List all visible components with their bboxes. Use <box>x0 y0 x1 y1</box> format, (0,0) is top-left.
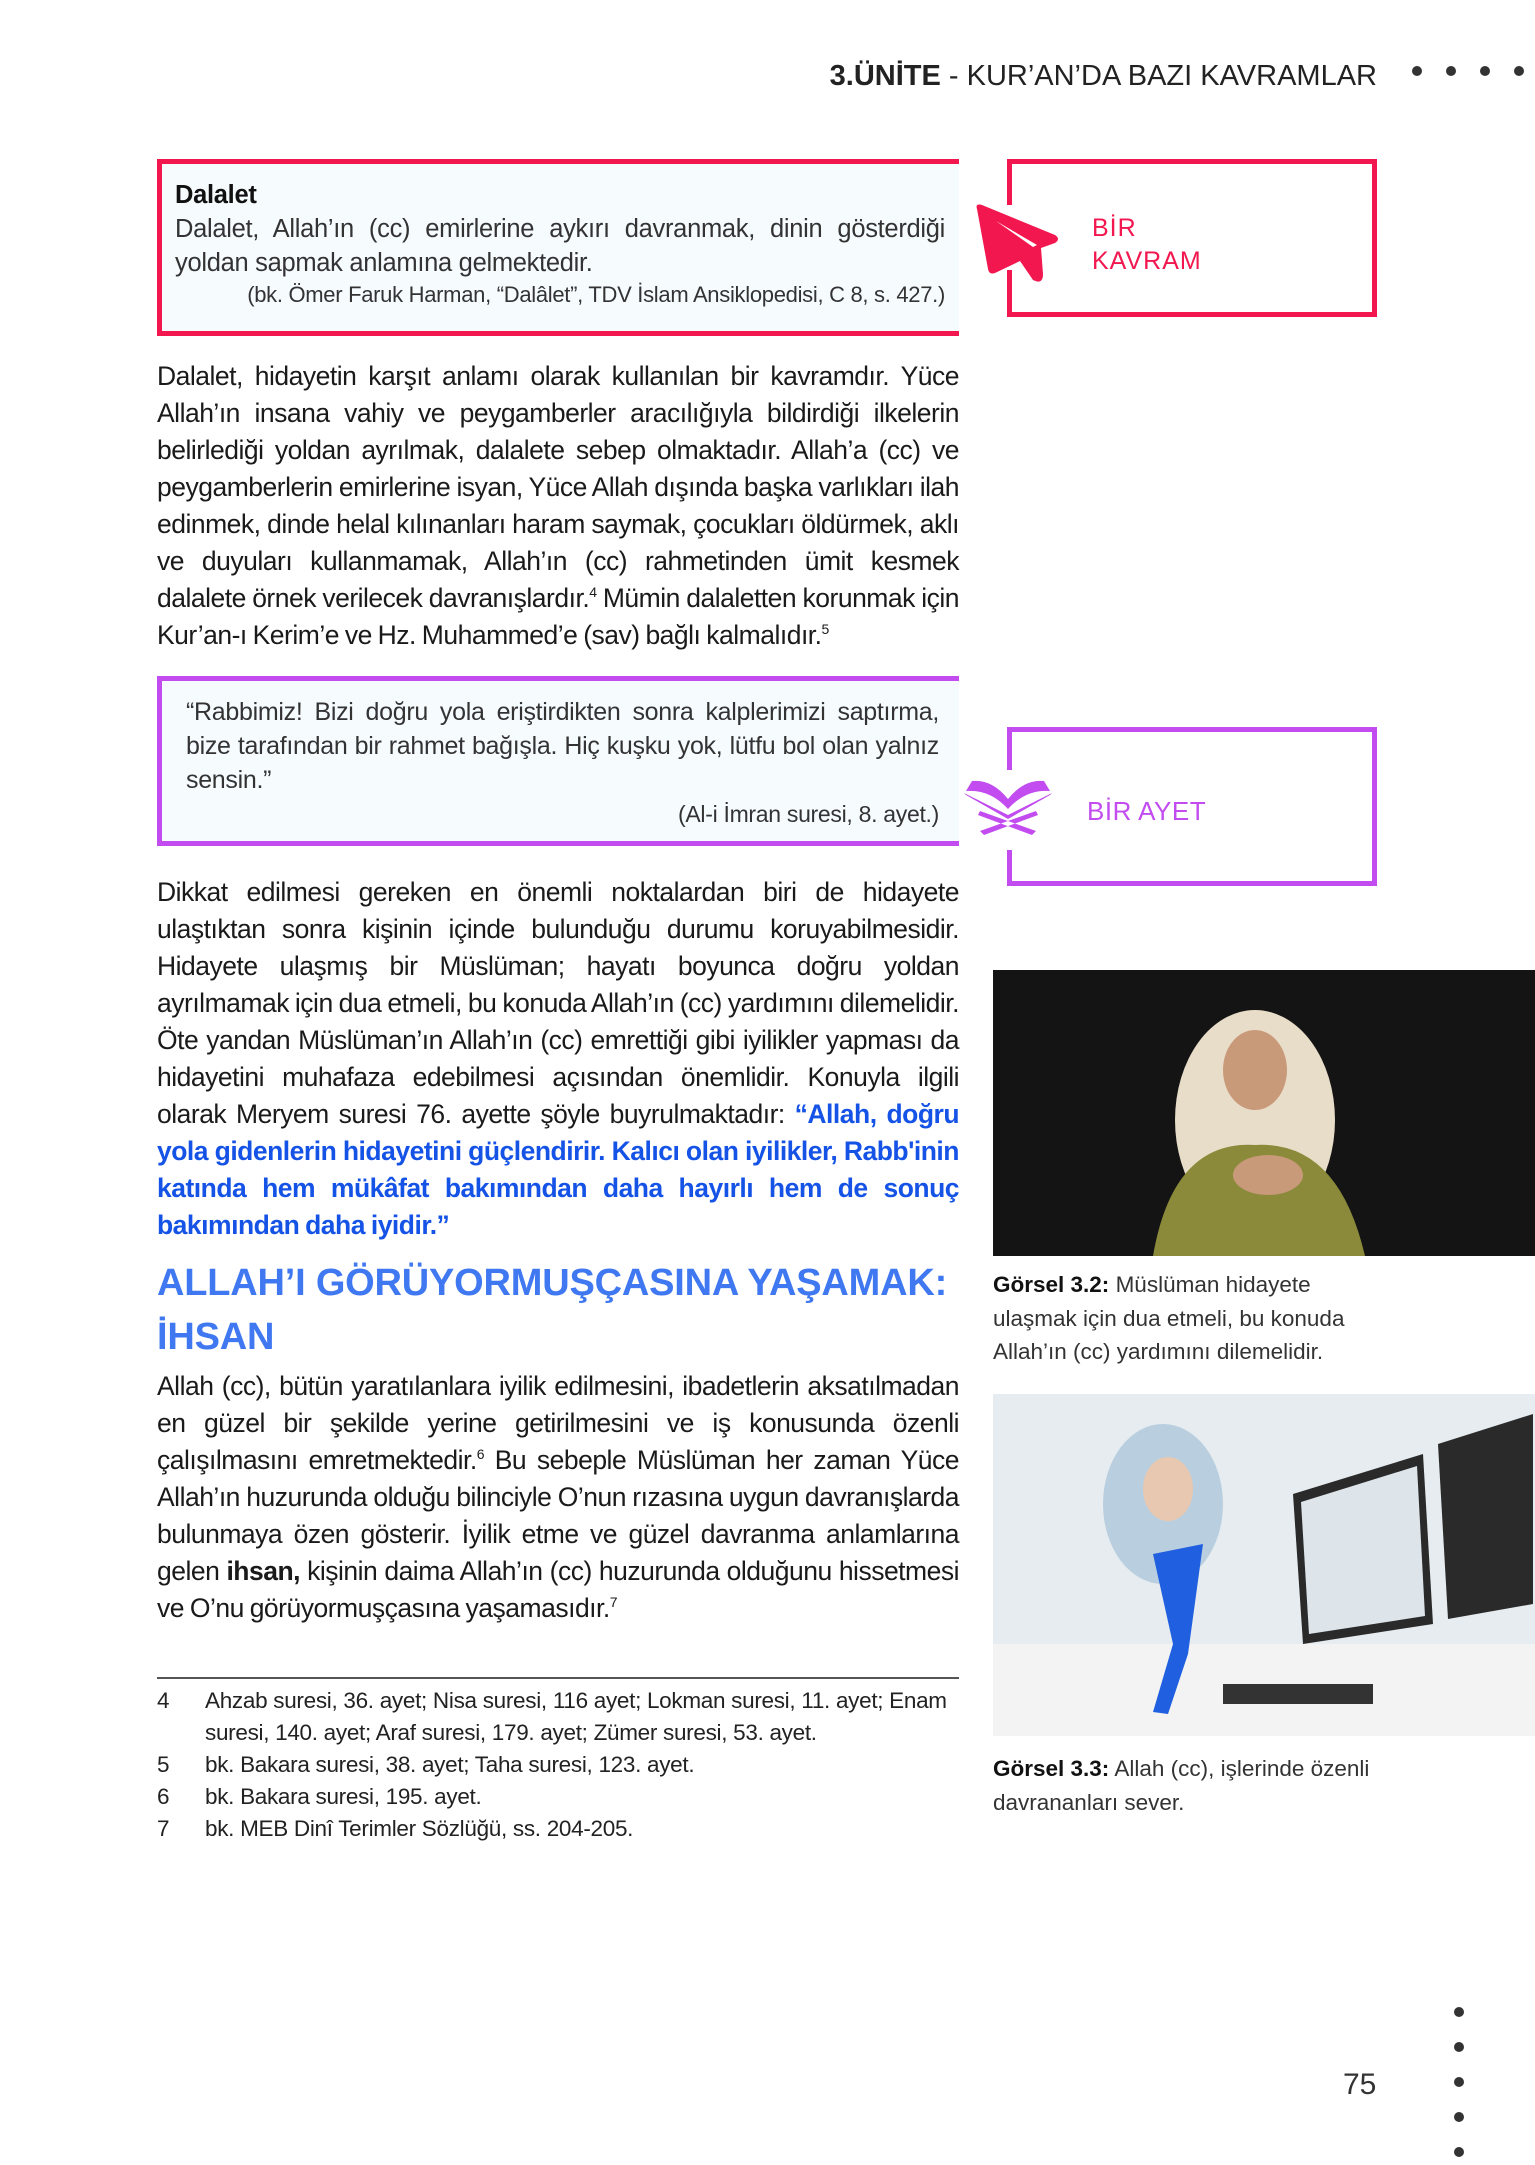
paragraph-ihsan: Allah (cc), bütün yaratılanlara iyilik edilmesini, ibadetlerin aksatılmadan en güzel bir şekilde yerine getirilmesini ve iş konusunda özenli çalışılmasını emretmektedir.$^6$ Bu sebeple Müslüman her zaman Yüce Allah’ın huzurunda olduğu bilinciyle O’nun rızasına uygun davranışlarda bulunmaya özen gösterir. İyilik etme ve güzel davranma anlamlarına gelen ihsan, kişinin daima Allah’ın (cc) huzurunda olduğunu hissetmesi ve O’nu görüyormuşçasına yaşamasıdır.$^7$ <box>157 1371 959 1623</box>
verse-text: “Rabbimiz! Bizi doğru yola eriştirdikten sonra kalplerimizi saptırma, bize tarafından bir rahmet bağışla. Hiç kuşku yok, lütfu bol olan yalnız sensin.” <box>186 698 939 794</box>
main-column <box>157 159 959 1845</box>
footnote-ref[interactable]: 5 <box>821 621 829 638</box>
footnote: 5 bk. Bakara suresi, 38. ayet; Taha suresi, 123. ayet. <box>157 1751 695 1777</box>
concept-label-line2: KAVRAM <box>1092 247 1202 275</box>
footer-dots <box>1454 2007 1464 2157</box>
verse-box <box>157 676 959 846</box>
definition-box <box>157 159 959 336</box>
section-heading: ALLAH’I GÖRÜYORMUŞÇASINA YAŞAMAK: İHSAN <box>157 1262 948 1358</box>
footnote-ref[interactable]: 6 <box>476 1446 485 1463</box>
verse-label-box <box>1007 727 1377 886</box>
paragraph-dalalet: Dalalet, hidayetin karşıt anlamı olarak kullanılan bir kavramdır. Yüce Allah’ın insana vahiy ve peygamberler aracılığıyla bildirdiği ilkelerin belirlediği yoldan ayrılmak, dalalete sebep olmaktadır. Allah’a (cc) ve peygamberlerin emirlerine isyan, Yüce Allah dışında başka varlıkları ilah edinmek, dinde helal kılınanları haram saymak, çocukları öldürmek, aklı ve duyuları kullanmamak, Allah’ın (cc) rahmetinden ümit kesmek dalalete örnek verilecek davranışlardır.$^4$ Mümin dalaletten korunmak için Kur’an-ı Kerim’e ve Hz. Muhammed’e (sav) bağlı kalmalıdır.$^5$ <box>157 361 959 650</box>
unit-title: - KUR’AN’DA BAZI KAVRAMLAR <box>940 60 1377 92</box>
running-header <box>830 60 1377 93</box>
photo-woman-at-computer <box>993 1394 1535 1736</box>
footnote-ref[interactable]: 7 <box>609 1594 618 1611</box>
definition-term: Dalalet <box>175 181 257 209</box>
verse-quote-inline: “Allah, doğru yola gidenlerin hidayetini güçlendirir. Kalıcı olan iyilikler, Rabb'inin katında hem mükâfat bakımından daha hayırlı hem de sonuç bakımından daha iyidir.” <box>157 1099 960 1240</box>
verse-source: (Al-i İmran suresi, 8. ayet.) <box>678 801 939 827</box>
verse-label: BİR AYET <box>1087 796 1207 826</box>
paragraph-hidayet: Dikkat edilmesi gereken en önemli noktalardan biri de hidayete ulaştıktan sonra kişinin içinde bulunduğu durumu koruyabilmesidir. Hidayete ulaşmış bir Müslüman; hayatı boyunca doğru yoldan ayrılmamak için dua etmeli, bu konuda Allah’ın (cc) yardımını dilemelidir. Öte yandan Müslüman’ın Allah’ın (cc) emrettiği gibi iyilikler yapması da hidayetini muhafaza edebilmesi açısından önemlidir. Konuyla ilgili olarak Meryem suresi 76. ayette şöyle buyrulmaktadır: “Allah, doğru yola gidenlerin hidayetini güçlendirir. Kalıcı olan iyilikler, Rabb'inin katında hem mükâfat bakımından daha hayırlı hem de sonuç bakımından daha iyidir.” <box>157 877 960 1240</box>
footnote: 7 bk. MEB Dinî Terimler Sözlüğü, ss. 204-205. <box>157 1815 634 1841</box>
unit-label: 3.ÜNİTE <box>829 60 941 92</box>
paper-plane-icon <box>975 195 1065 285</box>
figure-caption-3-3: Görsel 3.3: Allah (cc), işlerinde özenli davrananları sever. <box>993 1756 1370 1815</box>
footnote: 6 bk. Bakara suresi, 195. ayet. <box>157 1783 482 1809</box>
footnotes <box>157 1685 959 1845</box>
page-number: 75 <box>1343 2068 1377 2101</box>
definition-text: Dalalet, Allah’ın (cc) emirlerine aykırı davranmak, dinin gösterdiği yoldan sapmak anlamına gelmektedir. <box>175 215 945 277</box>
quran-book-icon <box>962 775 1054 837</box>
definition-source: (bk. Ömer Faruk Harman, “Dalâlet”, TDV İslam Ansiklopedisi, C 8, s. 427.) <box>247 282 945 307</box>
photo-praying-woman <box>993 970 1535 1256</box>
header-dots <box>1412 66 1524 76</box>
footnote: 4 Ahzab suresi, 36. ayet; Nisa suresi, 116 ayet; Lokman suresi, 11. ayet; Enam suresi, 140. ayet; Araf suresi, 179. ayet; Zümer suresi, 53. ayet. <box>157 1687 947 1745</box>
figure-caption-3-2: Görsel 3.2: Müslüman hidayete ulaşmak için dua etmeli, bu konuda Allah’ın (cc) yardımını dilemelidir. <box>993 1272 1345 1364</box>
footnote-ref[interactable]: 4 <box>589 584 597 601</box>
footnote-divider <box>157 1677 959 1679</box>
concept-label-line1: BİR <box>1092 214 1137 242</box>
